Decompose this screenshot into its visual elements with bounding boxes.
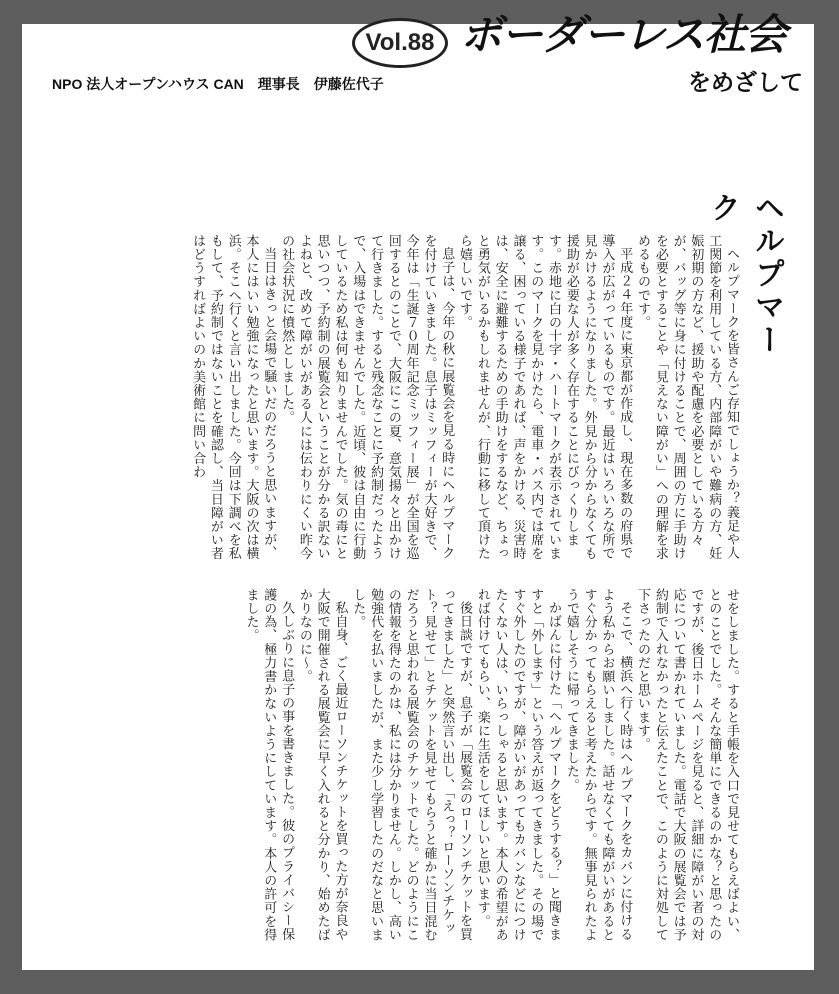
article-headline: ヘルプマーク bbox=[706, 192, 783, 357]
paragraph: せをしました。すると手帳を入口で見せてもらえばよい、とのことでした。そんな簡単にできるのかな？と思ったのですが、後日ホームページを見ると、詳細に障がい者の対応について書かれていました。電話で大阪の展覧会では予約制で入れなかったと伝えたことで、このように対処して下さったのだと思います。 bbox=[635, 588, 739, 942]
paragraph: ヘルプマークを皆さんご存知でしょうか？義足や人工関節を利用している方、内部障がいや難病の方、妊娠初期の方など、援助や配慮を必要としている方々が、バッグ等に身に付けることで、周囲の方に手助けを必要とすることや「見えない障がい」への理解を求めるものです。 bbox=[635, 234, 739, 561]
paragraph: 当日はきっと会場で騒いだのだろうと思いますが、本人にはいい勉強になったと思います。大阪の次は横浜。そこへ行くと言い出しました。今回は下調べを私もして、予約制ではないことを確認し、当日障がい者はどうすればよいのか美術館に問い合わ bbox=[190, 234, 277, 561]
article-body-upper bbox=[110, 234, 740, 568]
volume-badge: Vol.88 bbox=[352, 18, 448, 68]
author-line: NPO 法人オープンハウス CAN 理事長 伊藤佐代子 bbox=[52, 76, 384, 92]
series-title: ボーダーレス社会 bbox=[460, 11, 786, 58]
paragraph: そこで、横浜へ行く時はヘルプマークをカバンに付けるよう私からお願いしました。話せなくても障がいがあるとすぐ分かってもらえると考えたからです。無事見られたようで嬉しそうに帰ってきました。 bbox=[563, 588, 633, 942]
paragraph: 後日談ですが、息子が「展覧会のローソンチケットを買ってきました」と突然言い出し、「えっ？ローソンチケット？見せて」とチケットを見せてもらうと確かに当日混むだろうと思われる展覧会のチケットでした。どのようにこの情報を得たのかは、私には分かりません。しかし、高い勉強代を払いましたが、また少し学習したのだなと思いました。 bbox=[350, 588, 473, 942]
series-subtitle: をめざして bbox=[688, 69, 803, 95]
paragraph: 息子は、今年の秋に展覧会を見る時にヘルプマークを付けていきました。息子はミッフィーが大好きで、今年は「生誕７０周年記念ミッフィー展」が全国を巡回するとのことで、大阪にこの夏、意気揚々と出かけて行きました。すると残念なことに予約制だったようで、入場はできませんでした。近頃、彼は自由に行動しているため私は何も知りませんでした。気の毒にと思いつつ、予約制の展覧会ということが分かる訳ないよねと、改めて障がいがある人には伝わりにくい昨今の社会状況に憤然としました。 bbox=[279, 234, 455, 561]
paragraph: 私自身、ごく最近ローソンチケットを買った方が奈良や大阪で開催される展覧会に早く入れると分かり、始めたばかりなのに～。 bbox=[296, 588, 348, 942]
paragraph: 久しぶりに息子の事を書きました。彼のプライバシー保護の為、極力書かないようにしています。本人の許可を得ました。 bbox=[243, 588, 295, 942]
paragraph: かばんに付けた「ヘルプマークをどうする？」と聞きますと「外します」という答えが返ってきました。その場ですぐ外したのですが、障がいがあってもカバンなどにつけたくない人は、いらっしゃると思います。本人の希望があれば付けてもらい、楽に生活をしてほしいと思います。 bbox=[474, 588, 562, 942]
paragraph: 平成２４年度に東京都が作成し、現在多数の府県で導入が広がっているものです。最近はいろいろな所で見かけるようになりました。外見から分からなくても援助が必要な人が多く存在することにびっくりします。赤地に白の十字・ハートマークが表示されています。このマークを見かけたら、電車・バス内では席を譲る、困っている様子であれば、声をかける、災害時は、安全に避難するための手助けをするなど、ちょっと勇気がいるかもしれませんが、行動に移して頂けたら嬉しいです。 bbox=[457, 234, 633, 561]
article-body-lower bbox=[146, 588, 740, 948]
